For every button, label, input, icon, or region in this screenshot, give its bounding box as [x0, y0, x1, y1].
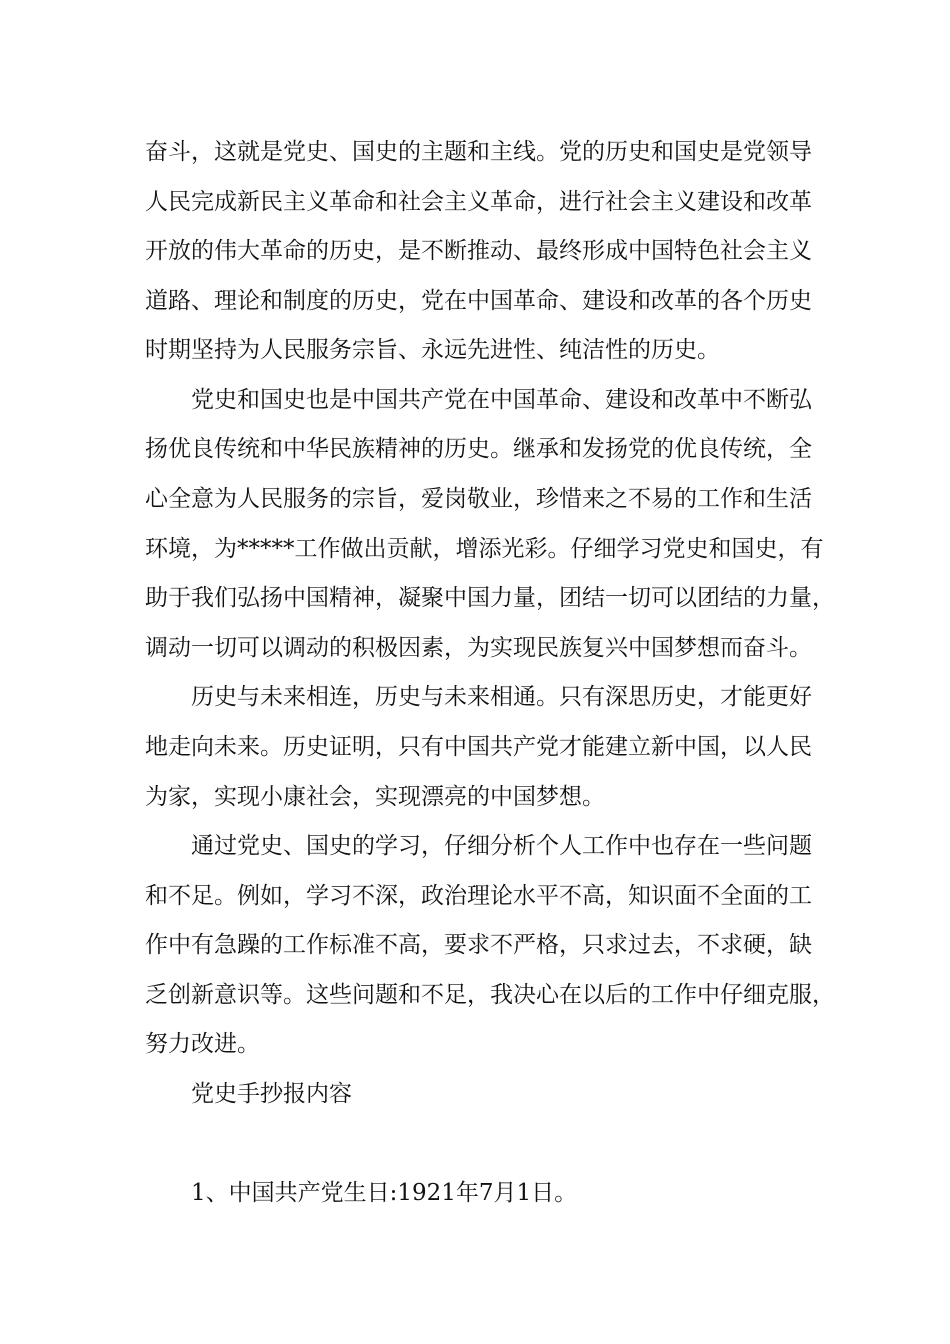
text-line: 调动一切可以调动的积极因素，为实现民族复兴中国梦想而奋斗。 [145, 635, 812, 661]
text-line: 努力改进。 [145, 1031, 260, 1057]
text-line: 乏创新意识等。这些问题和不足，我决心在以后的工作中仔细克服， [145, 982, 835, 1008]
text-line: 作中有急躁的工作标准不高，要求不严格，只求过去，不求硬，缺 [145, 932, 812, 958]
text-line: 人民完成新民主义革命和社会主义革命，进行社会主义建设和改革 [145, 189, 812, 215]
text-line: 和不足。例如，学习不深，政治理论水平不高，知识面不全面的工 [145, 883, 812, 909]
text-line: 助于我们弘扬中国精神，凝聚中国力量，团结一切可以团结的力量， [145, 585, 835, 611]
section-title: 党史手抄报内容 [191, 1081, 352, 1107]
paragraph-start-line: 党史和国史也是中国共产党在中国革命、建设和改革中不断弘 [191, 387, 812, 413]
text-line: 心全意为人民服务的宗旨，爱岗敬业，珍惜来之不易的工作和生活 [145, 486, 812, 512]
text-line: 环境，为*****工作做出贡献，增添光彩。仔细学习党史和国史，有 [145, 536, 824, 562]
list-item: 1、中国共产党生日:1921年7月1日。 [191, 1180, 578, 1206]
paragraph-start-line: 历史与未来相连，历史与未来相通。只有深思历史，才能更好 [191, 684, 812, 710]
text-line: 地走向未来。历史证明，只有中国共产党才能建立新中国，以人民 [145, 734, 812, 760]
text-line: 扬优良传统和中华民族精神的历史。继承和发扬党的优良传统，全 [145, 436, 812, 462]
text-line: 道路、理论和制度的历史，党在中国革命、建设和改革的各个历史 [145, 288, 812, 314]
text-line: 为家，实现小康社会，实现漂亮的中国梦想。 [145, 784, 605, 810]
text-line: 时期坚持为人民服务宗旨、永远先进性、纯洁性的历史。 [145, 337, 720, 363]
paragraph-start-line: 通过党史、国史的学习，仔细分析个人工作中也存在一些问题 [191, 833, 812, 859]
text-line: 奋斗，这就是党史、国史的主题和主线。党的历史和国史是党领导 [145, 139, 812, 165]
text-line: 开放的伟大革命的历史，是不断推动、最终形成中国特色社会主义 [145, 238, 812, 264]
